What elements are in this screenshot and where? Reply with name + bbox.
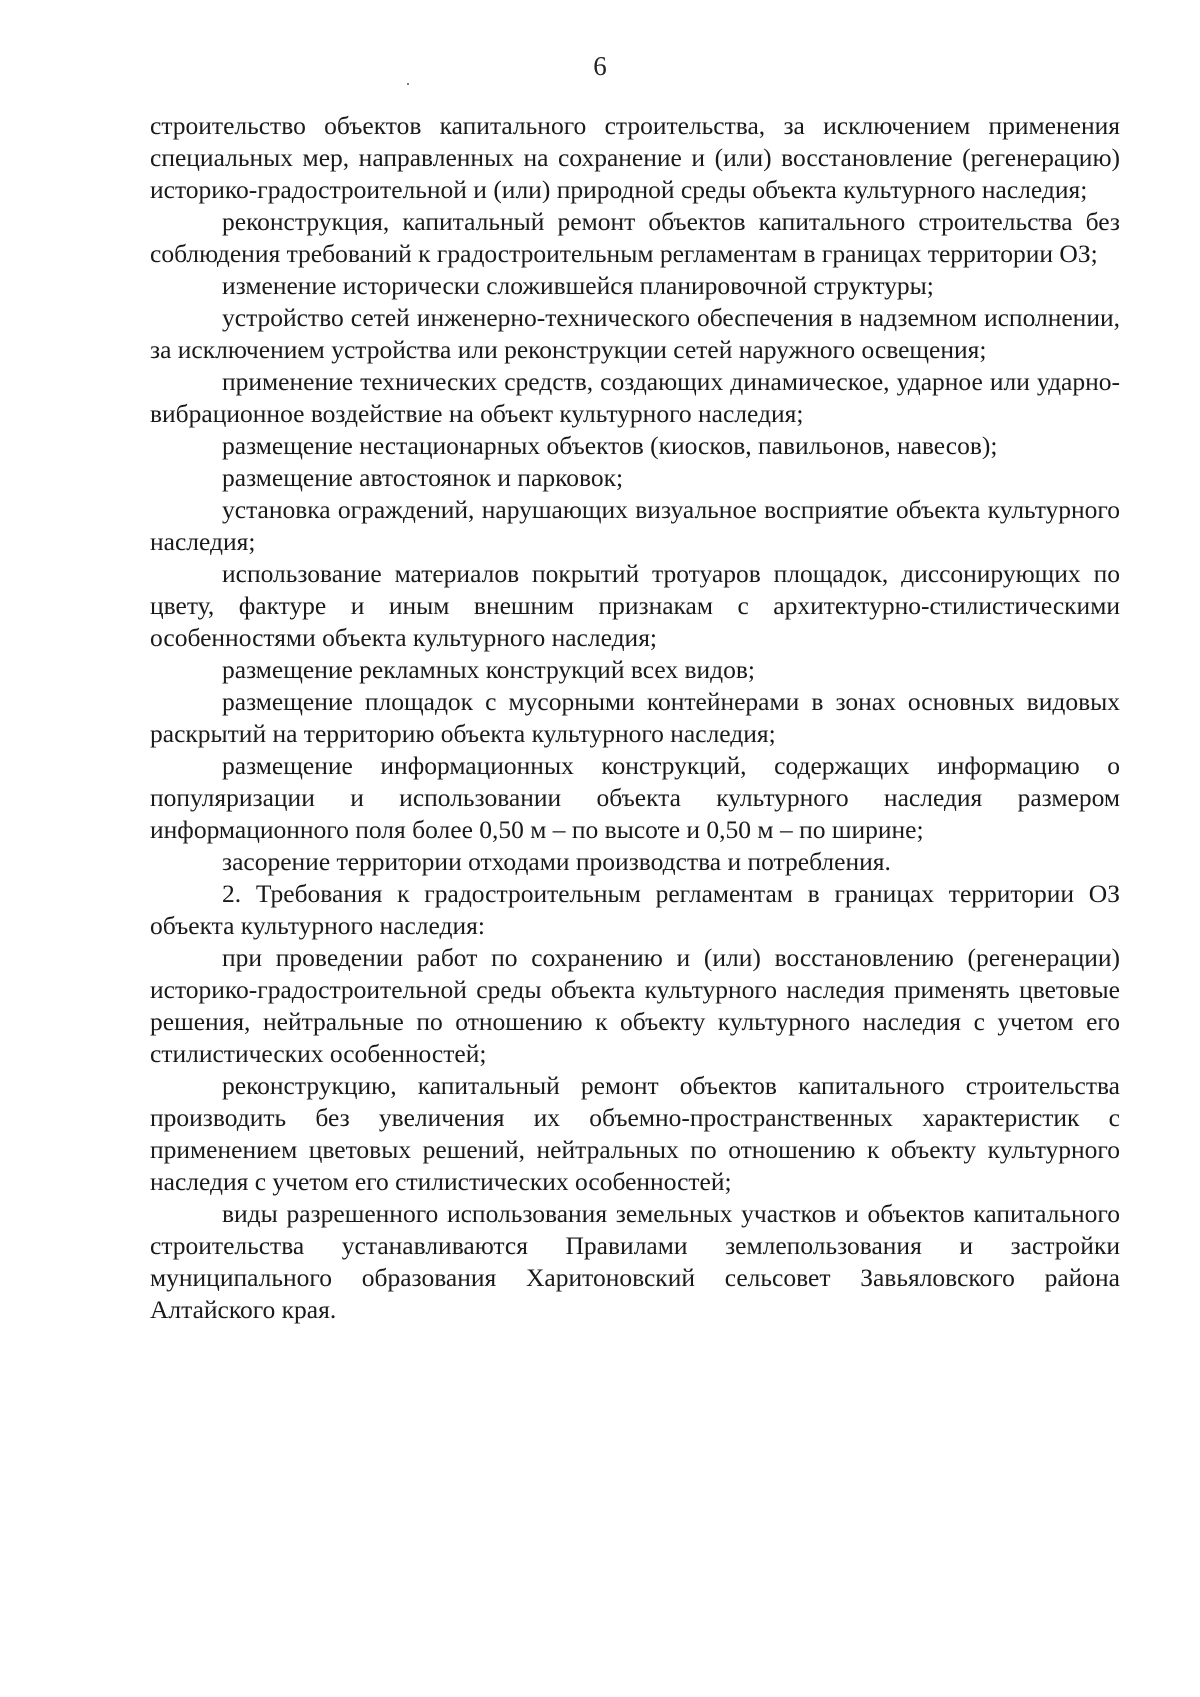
paragraph-section-2-heading: 2. Требования к градостроительным регламентам в границах территории ОЗ объекта культурного наследия: [150,879,1120,940]
paragraph-fences: установка ограждений, нарушающих визуальное восприятие объекта культурного наследия; [150,495,1120,556]
paragraph-construction-restriction: строительство объектов капитального строительства, за исключением применения специальных мер, направленных на сохранение и (или) восстановление (регенерацию) историко-градостроительной и (или) природной среды объекта культурного наследия; [150,111,1120,204]
paragraph-engineering-networks: устройство сетей инженерно-технического обеспечения в надземном исполнении, за исключением устройства или реконструкции сетей наружного освещения; [150,303,1120,364]
paragraph-reconstruction-restriction: реконструкция, капитальный ремонт объектов капитального строительства без соблюдения требований к градостроительным регламентам в границах территории ОЗ; [150,207,1120,268]
paragraph-parking: размещение автостоянок и парковок; [222,463,624,492]
document-body [150,110,1120,1326]
paragraph-waste-containers: размещение площадок с мусорными контейнерами в зонах основных видовых раскрытий на территорию объекта культурного наследия; [150,687,1120,748]
paragraph-information-structures: размещение информационных конструкций, содержащих информацию о популяризации и использовании объекта культурного наследия размером информационного поля более 0,50 м – по высоте и 0,50 м – по ширине; [150,751,1120,844]
paragraph-permitted-use: виды разрешенного использования земельных участков и объектов капитального строительства устанавливаются Правилами землепользования и застройки муниципального образования Харитоновский сельсовет Завьяловского района Алтайского края. [150,1199,1120,1324]
paragraph-reconstruction-requirements: реконструкцию, капитальный ремонт объектов капитального строительства производить без увеличения их объемно-пространственных характеристик с применением цветовых решений, нейтральных по отношению к объекту культурного наследия с учетом его стилистических особенностей; [150,1071,1120,1196]
paragraph-kiosks: размещение нестационарных объектов (киосков, павильонов, навесов); [222,431,998,460]
paragraph-technical-means: применение технических средств, создающих динамическое, ударное или ударно-вибрационное воздействие на объект культурного наследия; [150,367,1120,428]
scan-speck [407,83,409,85]
paragraph-paving-materials: использование материалов покрытий тротуаров площадок, диссонирующих по цвету, фактуре и иным внешним признакам с архитектурно-стилистическими особенностями объекта культурного наследия; [150,559,1120,652]
paragraph-color-solutions: при проведении работ по сохранению и (или) восстановлению (регенерации) историко-градостроительной среды объекта культурного наследия применять цветовые решения, нейтральные по отношению к объекту культурного наследия с учетом его стилистических особенностей; [150,943,1120,1068]
paragraph-advertising: размещение рекламных конструкций всех видов; [222,655,756,684]
paragraph-planning-structure: изменение исторически сложившейся планировочной структуры; [222,271,934,300]
paragraph-littering: засорение территории отходами производства и потребления. [222,847,891,876]
page-number: 6 [593,51,607,81]
